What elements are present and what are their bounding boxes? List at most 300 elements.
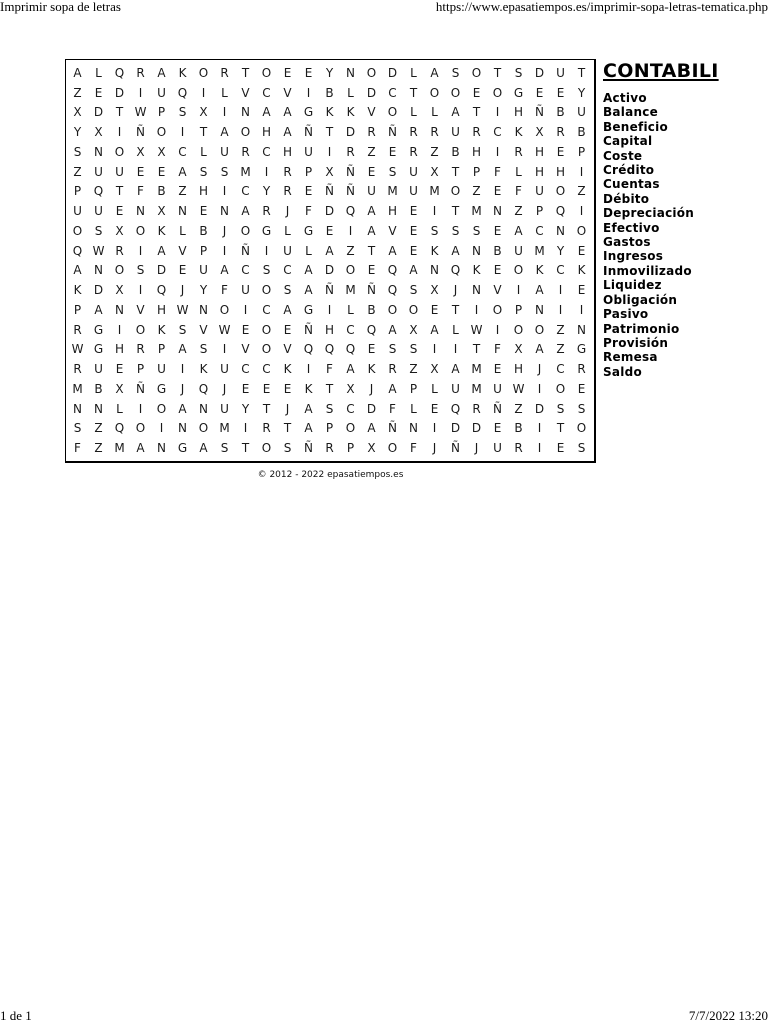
grid-letter: Ñ — [388, 125, 397, 140]
word-list-item: Provisión — [603, 335, 669, 350]
grid-letter: J — [222, 381, 227, 396]
grid-letter: E — [199, 204, 208, 219]
word-list-item: Patrimonio — [603, 321, 680, 336]
grid-letter: W — [71, 342, 84, 357]
grid-letter: U — [304, 144, 313, 159]
grid-letter: E — [493, 263, 502, 278]
grid-letter: A — [178, 401, 187, 416]
grid-letter: A — [157, 65, 166, 80]
grid-letter: E — [493, 421, 502, 436]
grid-letter: Q — [366, 322, 377, 337]
grid-letter: V — [388, 223, 397, 238]
grid-letter: C — [535, 223, 544, 238]
grid-letter: K — [430, 243, 439, 258]
grid-letter: H — [513, 105, 524, 120]
grid-letter: I — [117, 322, 122, 337]
word-list-item: Coste — [603, 148, 643, 163]
grid-letter: A — [304, 263, 313, 278]
grid-letter: S — [472, 223, 481, 238]
grid-letter: O — [513, 263, 524, 278]
grid-letter: O — [240, 223, 251, 238]
grid-letter: I — [327, 302, 332, 317]
grid-letter: C — [493, 125, 502, 140]
grid-letter: Ñ — [304, 441, 313, 456]
grid-letter: Q — [324, 342, 335, 357]
grid-letter: N — [136, 204, 145, 219]
grid-letter: X — [115, 381, 124, 396]
grid-letter: L — [305, 243, 312, 258]
grid-letter: Z — [577, 184, 586, 199]
grid-letter: A — [178, 342, 187, 357]
grid-letter: T — [451, 204, 460, 219]
grid-letter: U — [220, 362, 229, 377]
grid-letter: Q — [177, 85, 188, 100]
grid-letter: I — [243, 302, 248, 317]
grid-letter: H — [471, 144, 482, 159]
grid-letter: U — [577, 105, 586, 120]
grid-letter: I — [138, 243, 143, 258]
grid-letter: T — [283, 421, 292, 436]
grid-letter: X — [430, 362, 439, 377]
grid-letter: S — [73, 421, 82, 436]
grid-letter: I — [138, 401, 143, 416]
grid-letter: S — [577, 401, 586, 416]
print-footer-page-number: 1 de 1 — [0, 1008, 32, 1023]
grid-letter: A — [94, 302, 103, 317]
grid-letter: T — [493, 65, 502, 80]
grid-letter: N — [115, 302, 124, 317]
grid-letter: G — [513, 85, 524, 100]
grid-letter: L — [95, 65, 102, 80]
grid-letter: R — [325, 441, 334, 456]
grid-letter: T — [115, 184, 124, 199]
grid-letter: H — [387, 204, 398, 219]
grid-letter: N — [241, 105, 250, 120]
grid-letter: Q — [114, 65, 125, 80]
grid-letter: G — [93, 322, 104, 337]
grid-letter: O — [471, 65, 482, 80]
grid-letter: I — [159, 421, 164, 436]
grid-letter: W — [92, 243, 105, 258]
grid-letter: L — [431, 381, 438, 396]
word-list-item: Obligación — [603, 292, 678, 307]
grid-letter: E — [283, 381, 292, 396]
grid-letter: J — [222, 223, 227, 238]
grid-letter: B — [556, 105, 565, 120]
grid-letter: P — [346, 441, 355, 456]
grid-letter: K — [73, 283, 82, 298]
grid-letter: J — [537, 362, 542, 377]
grid-letter: H — [114, 342, 125, 357]
grid-letter: C — [241, 263, 250, 278]
grid-letter: S — [409, 342, 418, 357]
grid-letter: A — [262, 105, 271, 120]
grid-letter: D — [471, 421, 482, 436]
grid-letter: E — [262, 381, 271, 396]
word-list — [603, 91, 763, 379]
grid-letter: A — [304, 283, 313, 298]
grid-letter: E — [388, 144, 397, 159]
grid-letter: M — [471, 204, 482, 219]
grid-letter: S — [283, 441, 292, 456]
grid-letter: N — [535, 302, 544, 317]
grid-letter: I — [579, 164, 584, 179]
grid-letter: E — [556, 144, 565, 159]
grid-letter: E — [367, 342, 376, 357]
grid-letter: O — [72, 223, 83, 238]
grid-letter: U — [451, 381, 460, 396]
grid-letter: F — [515, 184, 522, 199]
grid-letter: E — [178, 263, 187, 278]
copyright-notice: © 2012 - 2022 epasatiempos.es — [257, 470, 404, 480]
grid-letter: X — [199, 105, 208, 120]
grid-letter: K — [199, 362, 208, 377]
grid-letter: S — [325, 401, 334, 416]
grid-letter: A — [535, 342, 544, 357]
grid-letter: T — [262, 401, 271, 416]
grid-letter: T — [451, 302, 460, 317]
grid-letter: X — [157, 204, 166, 219]
grid-letter: K — [178, 65, 187, 80]
grid-letter: I — [432, 204, 437, 219]
grid-letter: A — [220, 125, 229, 140]
grid-letter: O — [114, 144, 125, 159]
grid-letter: L — [347, 85, 354, 100]
grid-letter: R — [430, 125, 439, 140]
grid-letter: C — [262, 302, 271, 317]
grid-letter: J — [285, 204, 290, 219]
grid-letter: Ñ — [388, 421, 397, 436]
grid-letter: O — [429, 85, 440, 100]
grid-letter: E — [115, 362, 124, 377]
grid-letter: A — [283, 105, 292, 120]
grid-letter: H — [282, 144, 293, 159]
grid-letter: D — [156, 263, 167, 278]
word-list-item: Pasivo — [603, 307, 649, 322]
grid-letter: I — [432, 342, 437, 357]
grid-letter: Q — [156, 283, 167, 298]
grid-letter: T — [325, 381, 334, 396]
grid-letter: B — [157, 184, 166, 199]
grid-letter: Ñ — [136, 125, 145, 140]
grid-letter: U — [367, 184, 376, 199]
grid-letter: R — [472, 401, 481, 416]
grid-letter: O — [408, 302, 419, 317]
grid-letter: I — [495, 322, 500, 337]
grid-letter: D — [387, 65, 398, 80]
grid-letter: F — [137, 184, 144, 199]
grid-letter: O — [450, 85, 461, 100]
grid-letter: N — [178, 204, 187, 219]
grid-letter: C — [178, 144, 187, 159]
grid-letter: G — [576, 342, 587, 357]
grid-letter: U — [157, 85, 166, 100]
grid-letter: Z — [556, 342, 565, 357]
grid-letter: L — [179, 223, 186, 238]
grid-letter: N — [199, 401, 208, 416]
grid-letter: U — [535, 184, 544, 199]
grid-letter: A — [388, 243, 397, 258]
grid-letter: D — [366, 85, 377, 100]
print-header-title: Imprimir sopa de letras — [0, 0, 121, 14]
grid-letter: U — [451, 125, 460, 140]
grid-letter: O — [387, 441, 398, 456]
grid-letter: Z — [430, 144, 439, 159]
grid-letter: V — [178, 243, 187, 258]
grid-letter: I — [537, 381, 542, 396]
grid-letter: L — [431, 105, 438, 120]
word-list-item: Inmovilizado — [603, 263, 692, 278]
grid-letter: X — [514, 342, 523, 357]
grid-letter: I — [138, 85, 143, 100]
grid-letter: H — [534, 164, 545, 179]
grid-letter: A — [157, 243, 166, 258]
grid-letter: F — [221, 283, 228, 298]
grid-letter: A — [73, 65, 82, 80]
grid-letter: B — [325, 85, 334, 100]
grid-letter: V — [283, 342, 292, 357]
grid-letter: N — [577, 322, 586, 337]
grid-letter: S — [430, 223, 439, 238]
grid-letter: F — [389, 401, 396, 416]
grid-letter: L — [200, 144, 207, 159]
grid-letter: E — [577, 283, 586, 298]
grid-letter: B — [199, 223, 208, 238]
grid-letter: K — [367, 362, 376, 377]
grid-letter: E — [304, 184, 313, 199]
grid-letter: K — [346, 105, 355, 120]
grid-letter: P — [136, 362, 145, 377]
grid-letter: E — [409, 243, 418, 258]
grid-letter: F — [326, 362, 333, 377]
grid-letter: I — [243, 421, 248, 436]
grid-letter: L — [452, 322, 459, 337]
grid-letter: X — [115, 223, 124, 238]
word-list-item: Activo — [603, 91, 647, 105]
grid-letter: T — [409, 85, 418, 100]
grid-letter: A — [514, 223, 523, 238]
grid-letter: X — [136, 144, 145, 159]
grid-letter: D — [534, 401, 545, 416]
grid-letter: R — [262, 421, 271, 436]
grid-letter: Ñ — [367, 283, 376, 298]
grid-letter: U — [157, 362, 166, 377]
grid-letter: O — [345, 263, 356, 278]
grid-letter: R — [136, 65, 145, 80]
grid-letter: E — [367, 164, 376, 179]
grid-letter: E — [136, 164, 145, 179]
grid-letter: I — [348, 223, 353, 238]
word-list-item: Remesa — [603, 350, 658, 365]
print-footer-datetime: 7/7/2022 13:20 — [688, 1008, 768, 1023]
grid-letter: X — [409, 322, 418, 337]
grid-letter: B — [493, 243, 502, 258]
grid-letter: Z — [514, 401, 523, 416]
grid-letter: E — [157, 164, 166, 179]
grid-letter: Z — [346, 243, 355, 258]
grid-letter: R — [136, 342, 145, 357]
letter-grid — [67, 63, 592, 458]
grid-letter: V — [241, 85, 250, 100]
grid-letter: N — [94, 144, 103, 159]
grid-letter: F — [305, 204, 312, 219]
grid-letter: U — [493, 441, 502, 456]
grid-letter: I — [495, 144, 500, 159]
grid-letter: I — [474, 302, 479, 317]
grid-letter: E — [430, 302, 439, 317]
grid-letter: Y — [325, 65, 334, 80]
grid-letter: M — [114, 441, 125, 456]
grid-letter: C — [346, 322, 355, 337]
word-list-item: Ingresos — [603, 249, 664, 264]
grid-letter: U — [283, 243, 292, 258]
grid-letter: I — [558, 302, 563, 317]
grid-letter: I — [306, 85, 311, 100]
grid-letter: O — [198, 421, 209, 436]
grid-letter: I — [180, 125, 185, 140]
grid-letter: N — [430, 263, 439, 278]
grid-letter: O — [261, 322, 272, 337]
grid-letter: F — [410, 441, 417, 456]
grid-letter: I — [432, 421, 437, 436]
grid-letter: R — [472, 125, 481, 140]
grid-letter: I — [516, 283, 521, 298]
word-list-item: Saldo — [603, 364, 642, 379]
grid-letter: E — [409, 204, 418, 219]
grid-letter: Y — [262, 184, 271, 199]
grid-letter: U — [199, 263, 208, 278]
grid-letter: B — [451, 144, 460, 159]
grid-letter: L — [116, 401, 123, 416]
grid-letter: D — [93, 105, 104, 120]
grid-letter: M — [219, 421, 230, 436]
grid-letter: L — [410, 65, 417, 80]
grid-letter: M — [72, 381, 83, 396]
grid-letter: L — [515, 164, 522, 179]
grid-letter: O — [555, 381, 566, 396]
grid-letter: U — [493, 381, 502, 396]
grid-letter: N — [178, 421, 187, 436]
grid-letter: H — [534, 144, 545, 159]
grid-letter: O — [387, 105, 398, 120]
grid-letter: Ñ — [136, 381, 145, 396]
grid-letter: N — [73, 401, 82, 416]
grid-letter: A — [283, 302, 292, 317]
grid-letter: U — [73, 204, 82, 219]
grid-letter: R — [514, 144, 523, 159]
grid-letter: E — [577, 381, 586, 396]
grid-letter: Q — [387, 263, 398, 278]
grid-letter: H — [324, 322, 335, 337]
grid-letter: J — [285, 401, 290, 416]
grid-letter: P — [157, 342, 166, 357]
grid-letter: P — [73, 302, 82, 317]
grid-letter: M — [534, 243, 545, 258]
grid-letter: O — [450, 184, 461, 199]
grid-letter: T — [241, 65, 250, 80]
grid-letter: E — [304, 65, 313, 80]
grid-letter: Q — [450, 401, 461, 416]
grid-letter: I — [222, 342, 227, 357]
grid-letter: Z — [94, 441, 103, 456]
grid-letter: N — [94, 401, 103, 416]
grid-letter: A — [241, 204, 250, 219]
grid-letter: H — [513, 362, 524, 377]
grid-letter: I — [180, 362, 185, 377]
grid-letter: X — [115, 283, 124, 298]
grid-letter: I — [222, 105, 227, 120]
grid-letter: U — [409, 184, 418, 199]
grid-letter: X — [346, 381, 355, 396]
grid-letter: O — [135, 223, 146, 238]
grid-letter: A — [199, 441, 208, 456]
grid-letter: U — [94, 164, 103, 179]
grid-letter: Q — [198, 381, 209, 396]
grid-letter: Z — [514, 204, 523, 219]
grid-letter: H — [261, 125, 272, 140]
grid-letter: M — [240, 164, 251, 179]
grid-letter: V — [199, 322, 208, 337]
grid-letter: I — [495, 105, 500, 120]
grid-letter: T — [241, 441, 250, 456]
grid-letter: R — [220, 65, 229, 80]
grid-letter: A — [451, 105, 460, 120]
grid-letter: H — [555, 164, 566, 179]
grid-letter: C — [556, 362, 565, 377]
grid-letter: A — [304, 421, 313, 436]
word-list-item: Débito — [603, 191, 650, 206]
grid-letter: P — [325, 421, 334, 436]
grid-letter: J — [432, 441, 437, 456]
puzzle-grid-box — [65, 59, 596, 463]
grid-letter: I — [138, 283, 143, 298]
grid-letter: O — [492, 302, 503, 317]
grid-letter: C — [262, 362, 271, 377]
grid-letter: C — [283, 263, 292, 278]
grid-letter: O — [261, 65, 272, 80]
grid-letter: U — [94, 362, 103, 377]
grid-letter: D — [450, 421, 461, 436]
grid-letter: P — [73, 184, 82, 199]
grid-letter: C — [388, 85, 397, 100]
grid-letter: I — [264, 243, 269, 258]
grid-letter: L — [410, 401, 417, 416]
grid-letter: N — [346, 65, 355, 80]
grid-letter: E — [241, 322, 250, 337]
grid-letter: G — [177, 441, 188, 456]
grid-letter: O — [534, 322, 545, 337]
grid-letter: O — [135, 421, 146, 436]
grid-letter: P — [577, 144, 586, 159]
grid-letter: D — [324, 204, 335, 219]
grid-letter: S — [409, 283, 418, 298]
grid-letter: R — [367, 125, 376, 140]
grid-letter: P — [514, 302, 523, 317]
grid-letter: B — [577, 125, 586, 140]
grid-letter: P — [157, 105, 166, 120]
grid-letter: S — [577, 441, 586, 456]
grid-letter: E — [409, 223, 418, 238]
grid-letter: N — [472, 283, 481, 298]
grid-letter: A — [430, 65, 439, 80]
grid-letter: Ñ — [304, 125, 313, 140]
grid-letter: S — [178, 105, 187, 120]
word-list-item: Depreciación — [603, 206, 695, 221]
grid-letter: K — [514, 125, 523, 140]
grid-letter: Y — [241, 401, 250, 416]
grid-letter: U — [220, 144, 229, 159]
grid-letter: S — [451, 223, 460, 238]
